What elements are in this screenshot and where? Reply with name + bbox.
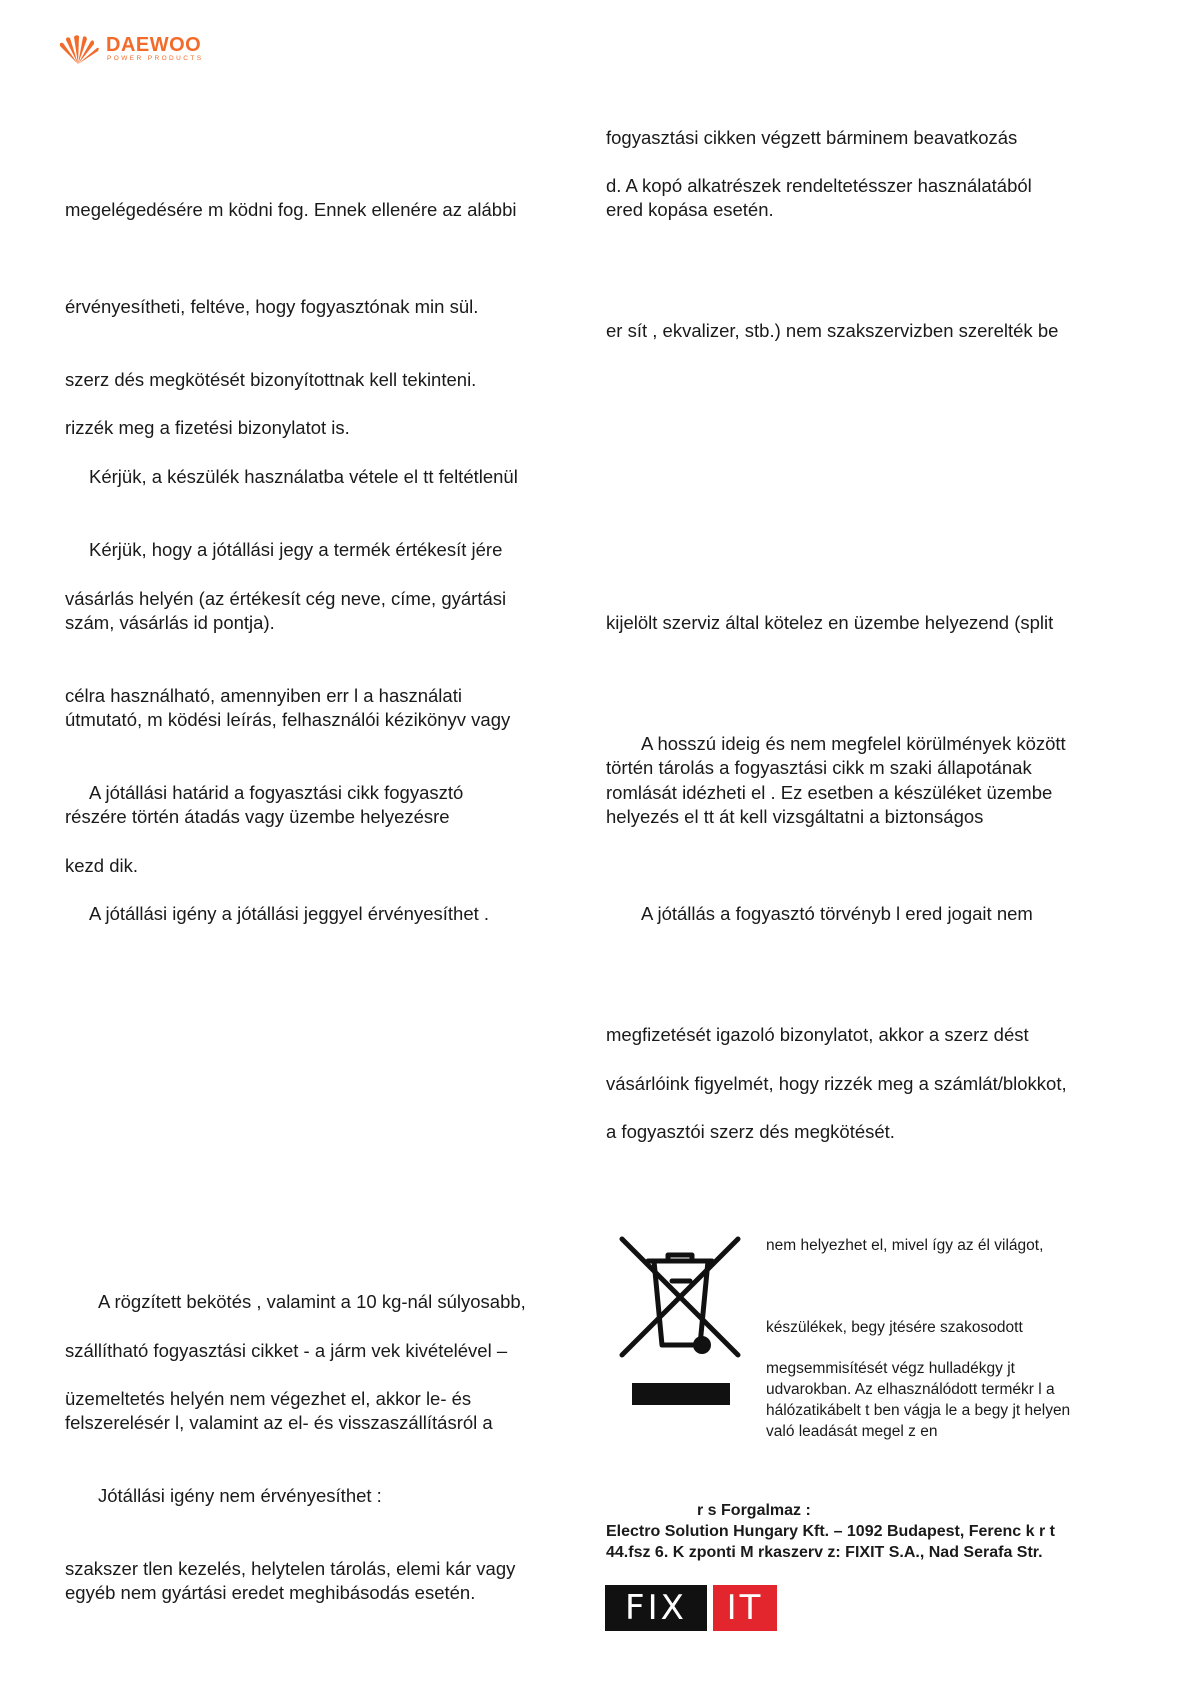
left-text-line: felszerelésér l, valamint az el- és visszaszállításról a bbox=[65, 1412, 493, 1433]
left-text-line: A jótállási határid a fogyasztási cikk fogyasztó bbox=[89, 782, 464, 803]
distributor-line: 44.fsz 6. K zponti M rkaszerv z: FIXIT S.A., Nad Serafa Str. bbox=[606, 1544, 1043, 1561]
right-text-line: er sít , ekvalizer, stb.) nem szakszervizben szerelték be bbox=[606, 320, 1059, 341]
recycling-text-line: készülékek, begy jtésére szakosodott bbox=[766, 1319, 1023, 1336]
brand-tagline: POWER PRODUCTS bbox=[107, 55, 204, 62]
left-text-line: Kérjük, a készülék használatba vétele el tt feltétlenül bbox=[89, 466, 518, 487]
distributor-heading: r s Forgalmaz : bbox=[697, 1502, 811, 1519]
recycling-text-line: megsemmisítését végz hulladékgy jt bbox=[766, 1360, 1015, 1377]
weee-symbol bbox=[618, 1227, 742, 1407]
left-text-line: Kérjük, hogy a jótállási jegy a termék értékesít jére bbox=[89, 539, 503, 560]
fixit-logo-left: FIX bbox=[625, 1588, 687, 1628]
right-text-line: vásárlóink figyelmét, hogy rizzék meg a számlát/blokkot, bbox=[606, 1073, 1067, 1094]
fixit-logo-right: IT bbox=[726, 1588, 764, 1628]
right-text-line: ered kopása esetén. bbox=[606, 199, 774, 220]
left-text-line: célra használható, amennyiben err l a használati bbox=[65, 685, 462, 706]
right-text-line: A jótállás a fogyasztó törvényb l ered jogait nem bbox=[641, 903, 1033, 924]
recycling-text-line: udvarokban. Az elhasználódott termékr l a bbox=[766, 1381, 1055, 1398]
right-text-line: történ tárolás a fogyasztási cikk m szaki állapotának bbox=[606, 757, 1032, 778]
recycling-text-line: való leadását megel z en bbox=[766, 1423, 938, 1440]
left-text-line: Jótállási igény nem érvényesíthet : bbox=[98, 1485, 382, 1506]
distributor-line: Electro Solution Hungary Kft. – 1092 Budapest, Ferenc k r t bbox=[606, 1523, 1055, 1540]
left-text-line: megelégedésére m ködni fog. Ennek ellenére az alábbi bbox=[65, 199, 517, 220]
recycling-text-line: hálózatikábelt t ben vágja le a begy jt helyen bbox=[766, 1402, 1071, 1419]
right-text-line: helyezés el tt át kell vizsgáltatni a biztonságos bbox=[606, 806, 984, 827]
left-text-line: A rögzített bekötés , valamint a 10 kg-nál súlyosabb, bbox=[98, 1291, 526, 1312]
left-text-line: rizzék meg a fizetési bizonylatot is. bbox=[65, 417, 350, 438]
brand-name: DAEWOO bbox=[106, 34, 202, 56]
right-text-line: a fogyasztói szerz dés megkötését. bbox=[606, 1121, 895, 1142]
recycling-text-line: nem helyezhet el, mivel így az él világot, bbox=[766, 1237, 1044, 1254]
left-text-line: részére történ átadás vagy üzembe helyezésre bbox=[65, 806, 450, 827]
left-text-line: szerz dés megkötését bizonyítottnak kell tekinteni. bbox=[65, 369, 477, 390]
left-text-line: kezd dik. bbox=[65, 855, 139, 876]
left-text-line: szakszer tlen kezelés, helytelen tárolás, elemi kár vagy bbox=[65, 1558, 516, 1579]
left-text-line: szám, vásárlás id pontja). bbox=[65, 612, 275, 633]
fixit-logo bbox=[605, 1585, 777, 1631]
right-text-line: A hosszú ideig és nem megfelel körülmények között bbox=[641, 733, 1066, 754]
left-text-line: A jótállási igény a jótállási jeggyel érvényesíthet . bbox=[89, 903, 490, 924]
left-text-line: érvényesítheti, feltéve, hogy fogyasztónak min sül. bbox=[65, 296, 479, 317]
left-text-line: szállítható fogyasztási cikket - a járm vek kivételével – bbox=[65, 1340, 508, 1361]
daewoo-fan-logo bbox=[56, 34, 100, 66]
right-text-line: fogyasztási cikken végzett bárminem beavatkozás bbox=[606, 127, 1018, 148]
left-text-line: üzemeltetés helyén nem végezhet el, akkor le- és bbox=[65, 1388, 472, 1409]
left-text-line: vásárlás helyén (az értékesít cég neve, címe, gyártási bbox=[65, 588, 507, 609]
right-text-line: kijelölt szerviz által kötelez en üzembe helyezend (split bbox=[606, 612, 1054, 633]
daewoo-logo bbox=[56, 34, 216, 66]
crossed-out-wheelie-bin-icon bbox=[618, 1227, 742, 1407]
right-text-line: megfizetését igazoló bizonylatot, akkor a szerz dést bbox=[606, 1024, 1029, 1045]
right-text-line: d. A kopó alkatrészek rendeltetésszer használatából bbox=[606, 175, 1032, 196]
left-text-line: egyéb nem gyártási eredet meghibásodás esetén. bbox=[65, 1582, 476, 1603]
right-text-line: romlását idézheti el . Ez esetben a készüléket üzembe bbox=[606, 782, 1053, 803]
left-text-line: útmutató, m ködési leírás, felhasználói kézikönyv vagy bbox=[65, 709, 511, 730]
